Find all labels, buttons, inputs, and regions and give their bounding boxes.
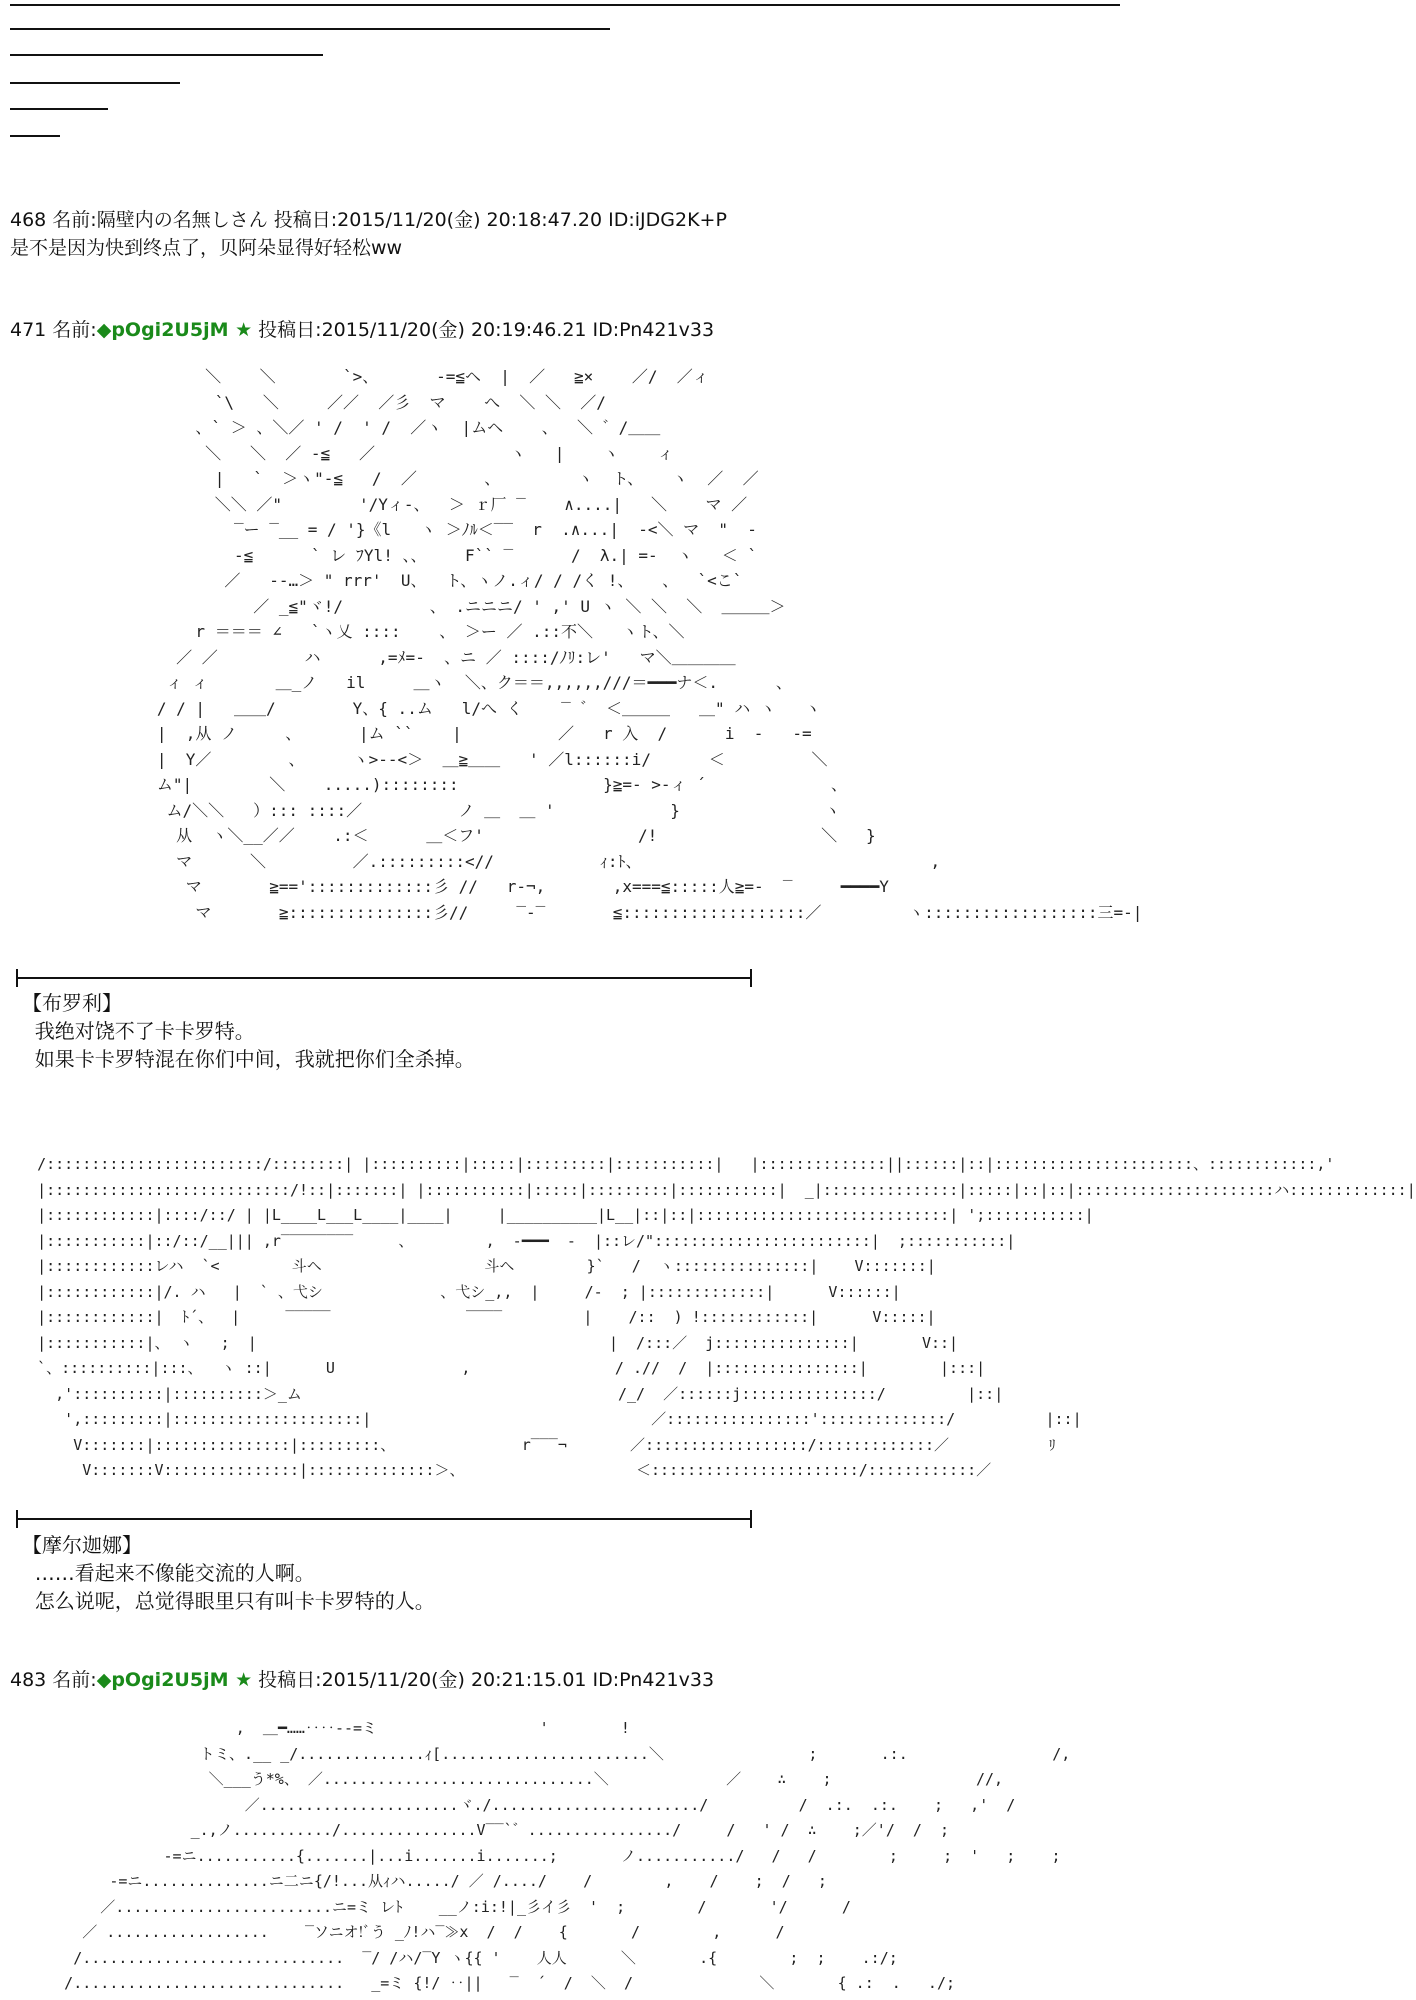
post-header [10, 1668, 714, 1692]
dialog-line: 怎么说呢，总觉得眼里只有叫卡卡罗特的人。 [22, 1589, 435, 1613]
header-rule-2 [10, 28, 610, 30]
divider [16, 1518, 752, 1520]
header-rule-6 [10, 135, 60, 137]
header-rule-4 [10, 82, 180, 84]
post-number: 471 名前: [10, 319, 97, 341]
post-body: 是不是因为快到终点了，贝阿朵显得好轻松ww [10, 237, 403, 259]
ascii-art-morgana: /::::::::::::::::::::::::/::::::::| |::::::::::|:::::|:::::::::|:::::::::::| |::::::::::::::||::::::|::|::::::::::::::::::::::、::::::::::::,' |:::::::::::::::::::::::::::/!::|:::::::| |:::::::::::|:::::|:::::::::|:::::::::::| _|:::::::::::::::|:::::|::|::|::::::::::::::::::::::ハ:::::::::::::| |::::::::::::|::::/::/ | |L____L___L____|____| |__________|L__|::|::|::::::::::::::::::::::::::::| ';:::::::::::| |:::::::::::|::/::/__||| ,r‾‾‾‾‾‾‾‾ 、 , -━━━ - |::レ/"::::::::::::::::::::::::| ;:::::::::::| |::::::::::::レハ `< 斗ヘ 斗ヘ }` / ヽ:::::::::::::::| V:::::::| |::::::::::::|/. ハ | ` 、弋シ 、弋シ_,, | /- ; |:::::::::::::| V::::::| |::::::::::::| ﾄ´、 | ‾‾‾‾‾ ‾‾‾‾ | /:: ) !::::::::::::| V:::::| |:::::::::::|、 ヽ ; | | /:::／ j:::::::::::::::| V::| `、::::::::::|:::、 ヽ ::| U , / .// / |::::::::::::::::| |:::| ,'::::::::::|::::::::::＞_ム /_/ ／::::::j:::::::::::::::/ |::| ',:::::::::|:::::::::::::::::::::| ／::::::::::::::::'::::::::::::::/ |::| V:::::::|:::::::::::::::|:::::::::、 r‾‾‾¬ ／::::::::::::::::::/:::::::::::::／ ﾘ V:::::::V:::::::::::::::|::::::::::::::＞、 ＜:::::::::::::::::::::::/::::::::::::／ [37, 1155, 1416, 1479]
post-header [10, 318, 714, 342]
dialog-line: 我绝对饶不了卡卡罗特。 [22, 1019, 255, 1043]
ascii-art-broly: ＼ ＼ `>、 -=≦ヘ | ／ ≧× ／/ ／ィ `\ ＼ ／／ ／彡 マ へ ＼ ＼ ／/ 、` ＞ 、＼／ ' / ' / ／ヽ |ムヘ 、 ＼ ゛/＿＿ ＼ ＼ ／ -≦ ／ ヽ | ヽ ィ | ` ＞ヽ"-≦ / ／ 、 ヽ ト、 ヽ ／ ／ ＼＼ ／" '/Yィ-、 ＞ ｒ厂 ‾ ∧....| ＼ マ ／ ‾ー ‾__ = / '}《l ヽ ＞ﾉﾙ＜‾‾ r .∧...| -<＼ マ " - -≦ ` レ ﾌYl! 、、 F`` ‾ / λ.| =- ヽ ＜ ` ／ --…＞ " rrr' U、 ト、ヽノ.ィ/ / /く !、 、 `<こ` ／ _≦"ヾ!/ 、 .ニニニ/ ' ,' U ヽ ＼ ＼ ＼ ＿＿＿＞ r ＝＝＝ ∠ `ヽ乂 :::: 、 ＞ー ／ .::不＼ ヽト、＼ ／ ／ ハ ,=ﾒ=- 、ニ ／ ::::/ﾉﾘ:レ' マ＼＿＿＿＿ ィ ィ ＿_ノ il ＿ヽ ＼、ク＝＝,,,,,,///＝━━━ナ＜. 、 / / | ＿＿/ Y、{ ..ム l/へ く ‾ ゛ ＜＿＿＿ ＿" ハ ヽ ヽ | ,从 ノ 、 |ム `` | ／ r 入 / i - -= | Y／ 、 ヽ>--<＞ ＿≧＿＿ ' ／l::::::i/ ＜ ＼ ム"| ＼ .....):::::::: }≧=- >-ィ ´ 、 ム/＼＼ ）::: ::::／ ノ ＿ ＿ ' } ヽ 从 ヽ＼__／／ .:＜ ＿＜フ' /! ＼ } マ ＼ ／.:::::::::<// ｨ:ﾄ、 , マ ≧==':::::::::::::彡 // r-¬, ,x===≦:::::人≧=- ‾ ━━━━Y マ ≧:::::::::::::::彡// ‾-‾ ≦:::::::::::::::::::／ ヽ::::::::::::::::::三=-| [156, 367, 1143, 922]
dialog-line: 如果卡卡罗特混在你们中间，我就把你们全杀掉。 [22, 1047, 475, 1071]
tripcode: ◆pOgi2U5jM ★ [96, 319, 253, 341]
post-number: 483 名前: [10, 1669, 97, 1691]
post-meta: 投稿日:2015/11/20(金) 20:19:46.21 ID:Pn421v33 [252, 319, 715, 341]
speaker-name: 【摩尔迦娜】 [22, 1533, 142, 1557]
ascii-art-scene: , ＿━……‥‥--=ミ ' ! トミ、.__ _/..............ｨ[.......................＼ ; .:. /, ＼___う*%、 ／..............................＼ ／ ∴ ; //, ／......................ヾ./......................./ / .:. .:. ; ,' / _.,ノ.........../...............V‾‾`゛................/ / ' / ∴ ;／'/ / ; -=ニ...........{.......|...i.......i.......; ノ.........../ / / ; ; ' ; ; -=ニ..............ニ二ニ{/!...从ｨハ...../ ／ /..../ / , / ; / ; ／........................ニ=ミ レﾄ __ノ:i:!|_彡イ彡 ' ; / '/ / ／ .................. ‾ソニオ!ﾞう _ﾉ!ハ‾≫x / / { / , / /............................. ‾/ /ハ/‾Y ヽ{{ ' 人人 ＼ .{ ; ; .:/; /.............................. _=ミ {!/ ‥|| ‾ ´ / ＼ / ＼ { .: . ./; [64, 1719, 1071, 1992]
tripcode: ◆pOgi2U5jM ★ [96, 1669, 253, 1691]
dialog-line: ……看起来不像能交流的人啊。 [22, 1561, 315, 1585]
header-rule-5 [10, 108, 108, 110]
speaker-name: 【布罗利】 [22, 991, 122, 1015]
divider [16, 977, 752, 979]
post-header: 468 名前:隔壁内の名無しさん 投稿日:2015/11/20(金) 20:18:47.20 ID:iJDG2K+P [10, 209, 727, 231]
header-rule-1 [10, 4, 1120, 6]
post-meta: 投稿日:2015/11/20(金) 20:21:15.01 ID:Pn421v33 [252, 1669, 715, 1691]
header-rule-3 [10, 54, 323, 56]
